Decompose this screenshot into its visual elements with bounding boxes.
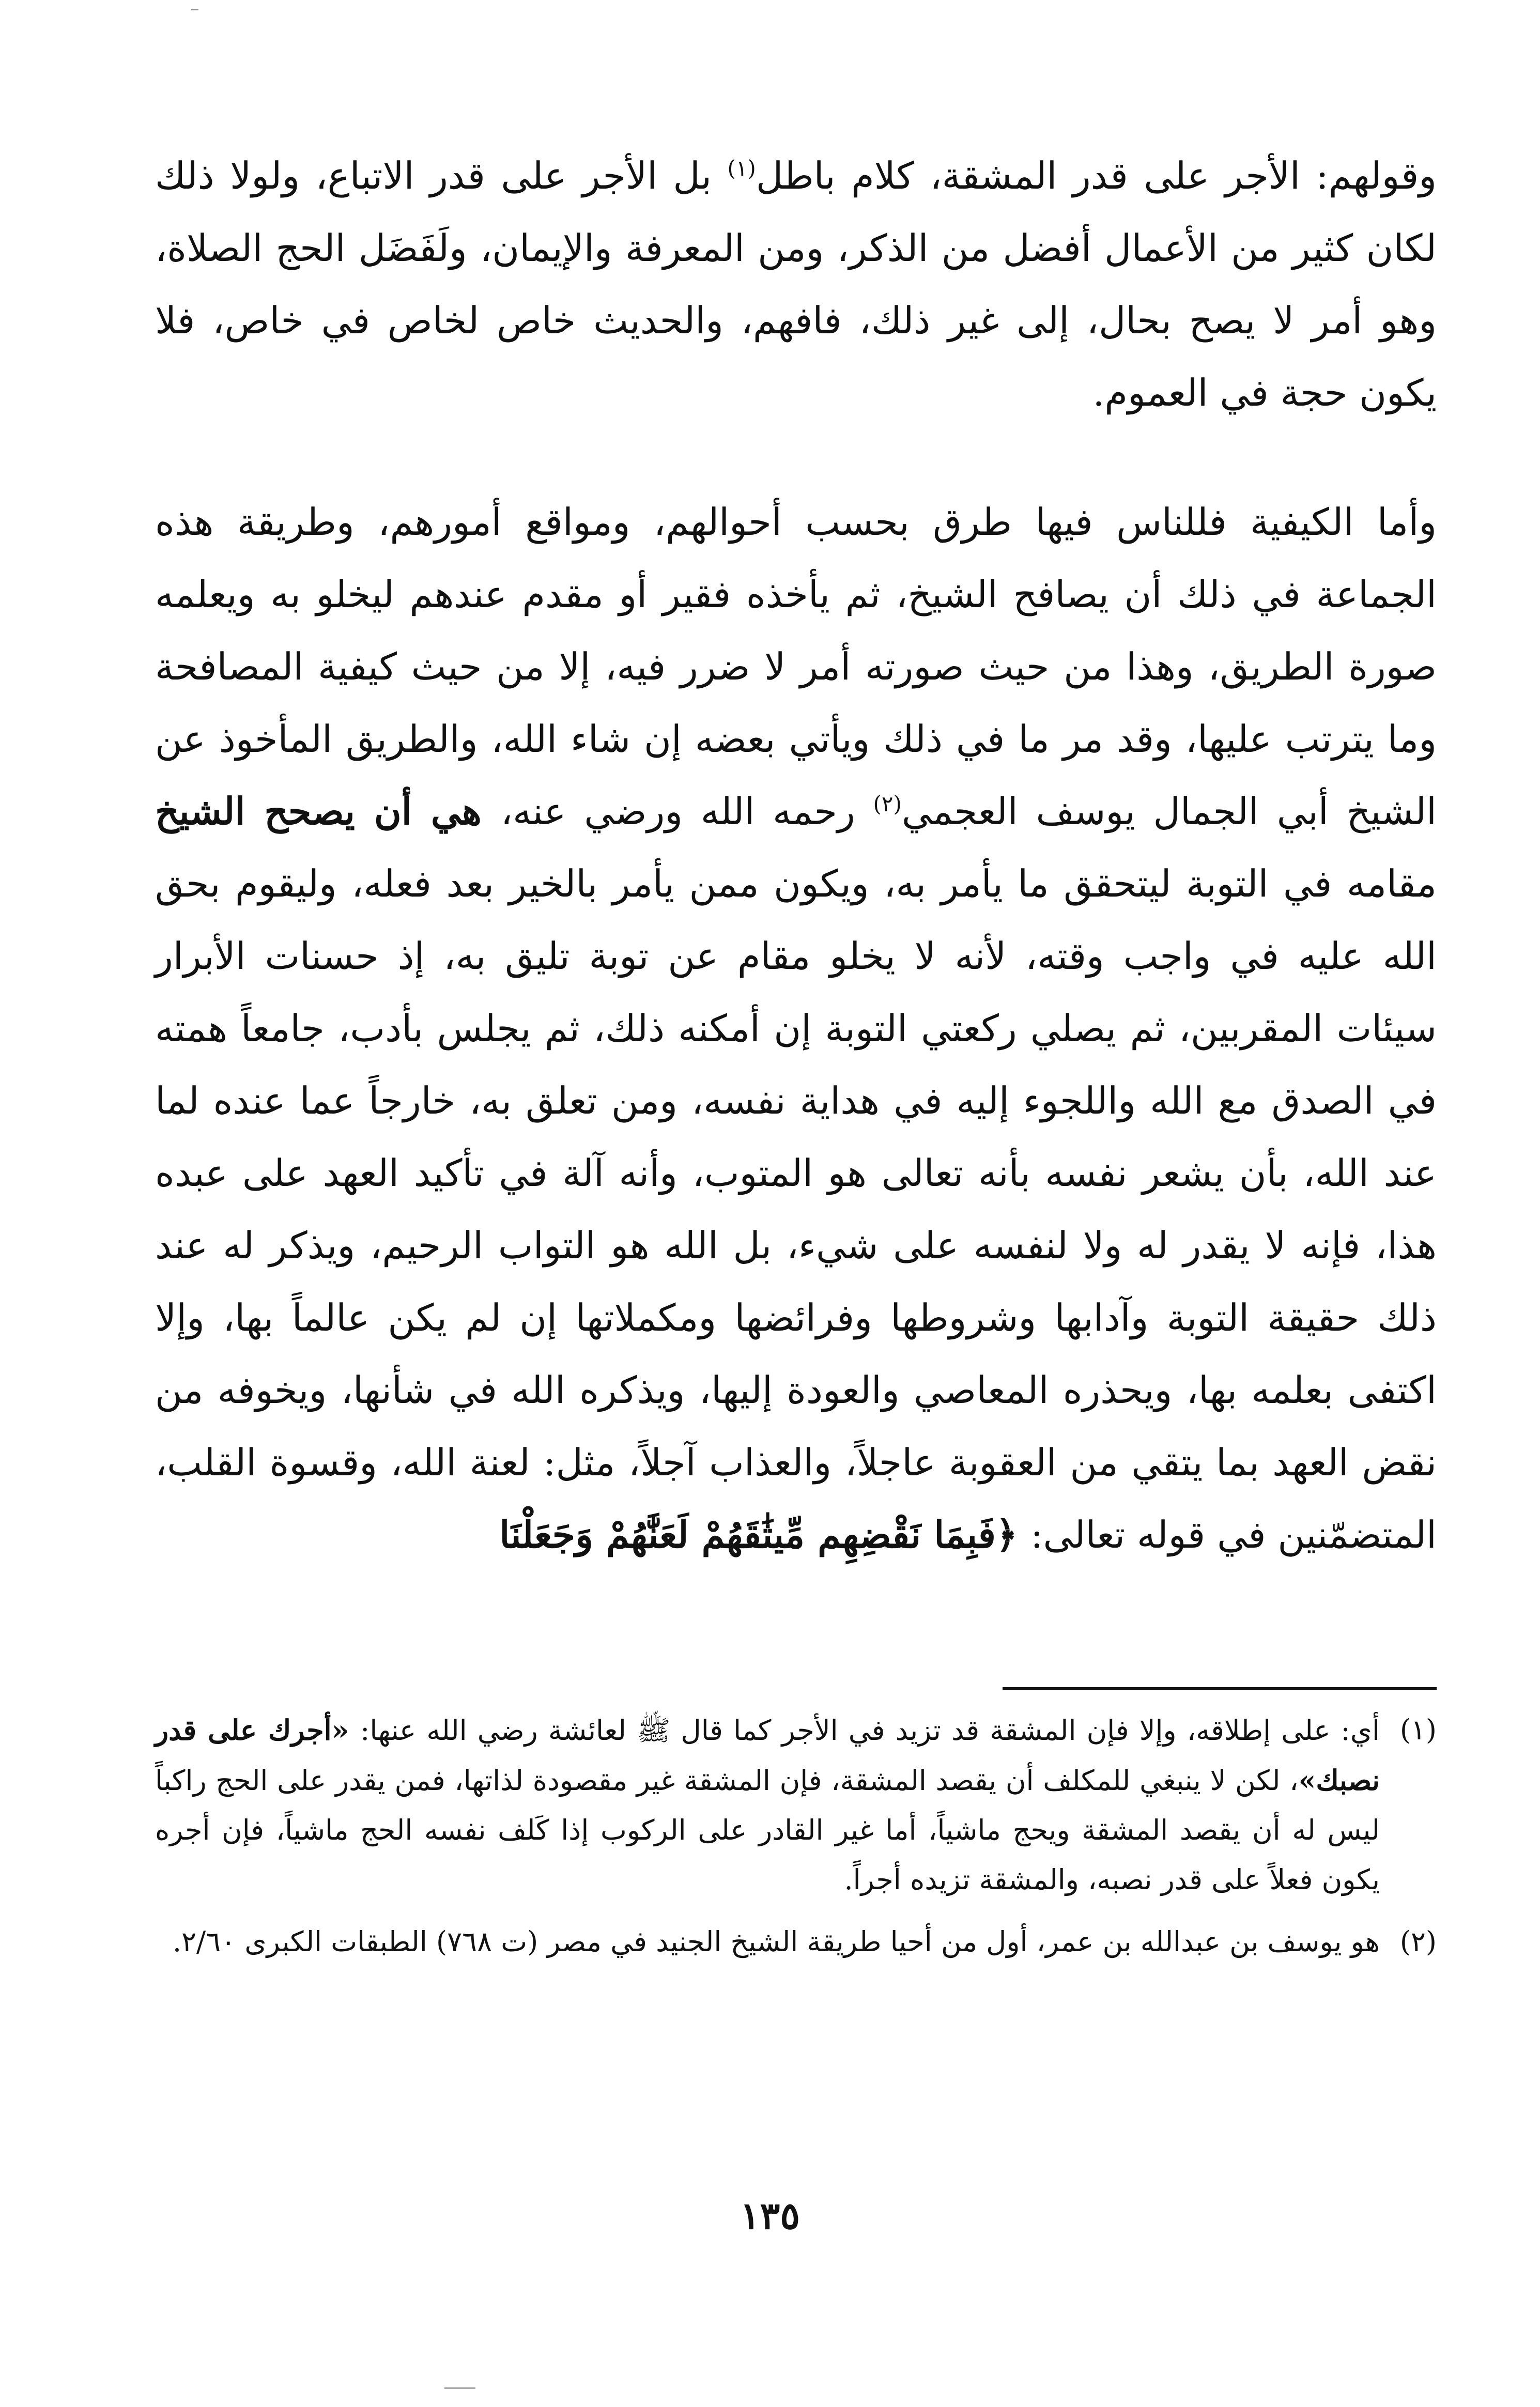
- paragraph-1-text-b: بل الأجر على قدر الاتباع، ولولا ذلك لكان كثير من الأعمال أفضل من الذكر، ومن المعرفة والإيمان، ولَفَضَل الحج الصلاة، وهو أمر لا يصح بحال، إلى غير ذلك، فافهم، والحديث خاص لخاص في خاص، فلا يكون حجة في العموم.: [155, 154, 1437, 414]
- page-number: ١٣٥: [740, 2194, 800, 2238]
- paragraph-2-emphasis: هي أن يصحح الشيخ: [155, 789, 501, 833]
- footnote-1-number: (١): [1399, 1714, 1437, 1746]
- main-text: [155, 140, 1437, 1571]
- paragraph-1: [155, 140, 1437, 429]
- footnotes: [155, 1705, 1437, 1979]
- footnote-2-number: (٢): [1399, 1925, 1437, 1958]
- paragraph-2-text-c: مقامه في التوبة ليتحقق ما يأمر به، ويكون ممن يأمر بالخير بعد فعله، وليقوم بحق الله عليه في واجب وقته، لأنه لا يخلو مقام عن توبة تليق به، إذ حسنات الأبرار سيئات المقربين، ثم يصلي ركعتي التوبة إن أمكنه ذلك، ثم يجلس بأدب، جامعاً همته في الصدق مع الله واللجوء إليه في هداية نفسه، ومن تعلق به، خارجاً عما عنده لما عند الله، بأن يشعر نفسه بأنه تعالى هو المتوب، وأنه آلة في تأكيد العهد على عبده هذا، فإنه لا يقدر له ولا لنفسه على شيء، بل الله هو التواب الرحيم، ويذكر له عند ذلك حقيقة التوبة وآدابها وشروطها وفرائضها ومكملاتها إن لم يكن عالماً بها، وإلا اكتفى بعلمه بها، ويحذره المعاصي والعودة إليها، ويذكره الله في شأنها، ويخوفه من نقض العهد بما يتقي من العقوبة عاجلاً، والعذاب آجلاً، مثل: لعنة الله، وقسوة القلب، المتضمّنين في قوله تعالى:: [155, 862, 1437, 1556]
- paragraph-1-text-a: وقولهم: الأجر على قدر المشقة، كلام باطل: [756, 154, 1437, 197]
- footnote-1-text-a: أي: على إطلاقه، وإلا فإن المشقة قد تزيد في الأجر كما قال ﷺ لعائشة رضي الله عنها:: [360, 1714, 1380, 1747]
- footnote-2: [155, 1917, 1437, 1967]
- scan-mark-bottom: [444, 2387, 475, 2389]
- footnote-ref-2[interactable]: (٢): [873, 791, 902, 816]
- quran-verse: ﴿فَبِمَا نَقْضِهِم مِّيثَٰقَهُمْ لَعَنَّٰهُمْ وَجَعَلْنَا: [499, 1513, 1031, 1556]
- scan-mark: [191, 9, 198, 10]
- footnote-separator: [1003, 1687, 1437, 1690]
- paragraph-2-text-b: رحمه الله ورضي عنه،: [500, 790, 873, 833]
- footnote-1-hadith: «أجرك على قدر نصبك»: [155, 1714, 1380, 1797]
- paragraph-2-text-a: وأما الكيفية فللناس فيها طرق بحسب أحوالهم، ومواقع أمورهم، وطريقة هذه الجماعة في ذلك أن يصافح الشيخ، ثم يأخذه فقير أو مقدم عندهم ليخلو به ويعلمه صورة الطريق، وهذا من حيث صورته أمر لا ضرر فيه، إلا من حيث كيفية المصافحة وما يترتب عليها، وقد مر ما في ذلك ويأتي بعضه إن شاء الله، والطريق المأخوذ عن الشيخ أبي الجمال يوسف العجمي: [155, 500, 1437, 833]
- footnote-2-body: هو يوسف بن عبدالله بن عمر، أول من أحيا طريقة الشيخ الجنيد في مصر (ت ٧٦٨) الطبقات الكبرى ٢/٦٠.: [172, 1925, 1380, 1958]
- footnote-1-text-b: ، لكن لا ينبغي للمكلف أن يقصد المشقة، فإن المشقة غير مقصودة لذاتها، فمن يقدر على الحج راكباً ليس له أن يقصد المشقة ويحج ماشياً، أما غير القادر على الركوب إذا كَلف نفسه الحج ماشياً، فإن أجره يكون فعلاً على قدر نصبه، والمشقة تزيده أجراً.: [155, 1764, 1380, 1896]
- paragraph-2: [155, 486, 1437, 1571]
- footnote-1-body: [155, 1705, 1380, 1905]
- footnote-ref-1[interactable]: (١): [727, 156, 756, 181]
- footnote-1: [155, 1705, 1437, 1905]
